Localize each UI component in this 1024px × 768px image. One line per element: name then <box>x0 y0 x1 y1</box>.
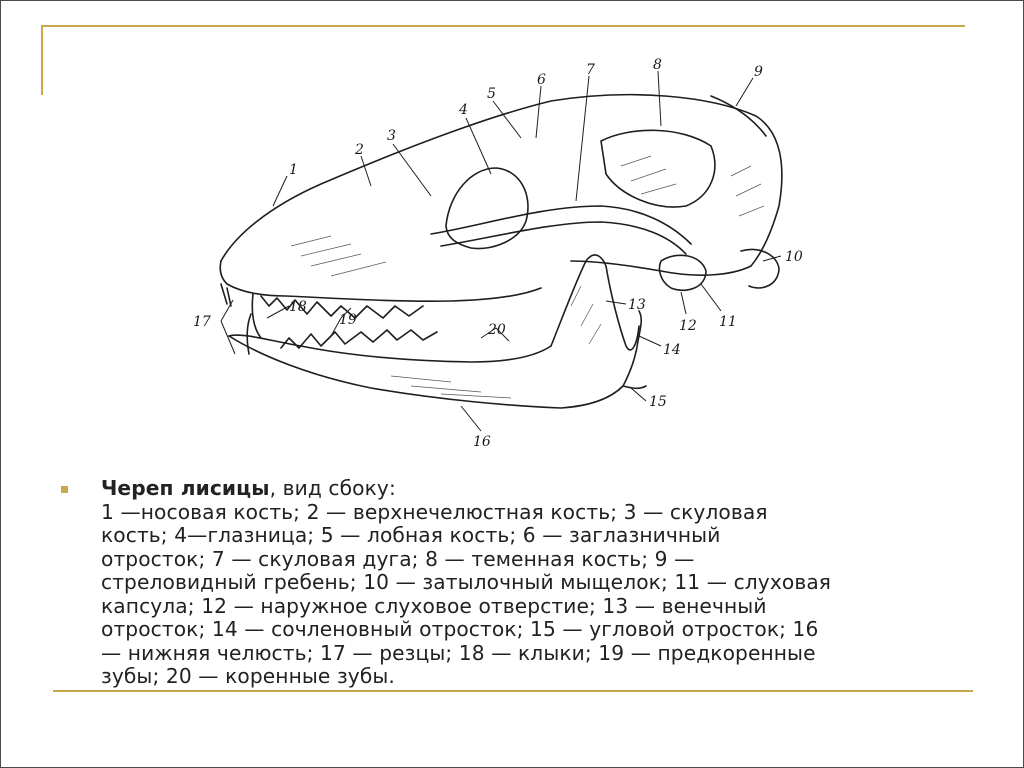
bullet-square <box>61 486 68 493</box>
label-8: 8 <box>653 57 662 73</box>
legend-line: кость; 4—глазница; 5 — лобная кость; 6 — заглазничный <box>101 523 721 547</box>
legend-line: отросток; 7 — скуловая дуга; 8 — теменная кость; 9 — <box>101 546 695 571</box>
mandible-outline <box>229 311 641 408</box>
cranium-outline <box>221 95 782 275</box>
left-accent-rule <box>41 25 43 95</box>
legend-line: капсула; 12 — наружное слуховое отверстие; 13 — венечный <box>101 593 767 618</box>
label-10: 10 <box>785 249 803 265</box>
label-4: 4 <box>459 102 468 118</box>
incisors <box>221 284 231 306</box>
label-14: 14 <box>663 342 681 358</box>
label-16: 16 <box>473 434 491 450</box>
caption-text <box>101 477 961 689</box>
label-6: 6 <box>537 72 546 88</box>
upper-canine <box>252 294 261 338</box>
leader-lines <box>221 71 781 431</box>
bottom-accent-rule <box>53 690 973 692</box>
label-2: 2 <box>355 142 364 158</box>
legend-line: — нижняя челюсть; 17 — резцы; 18 — клыки; 19 — предкоренные <box>101 640 816 665</box>
parietal-bone <box>601 130 715 207</box>
label-18: 18 <box>289 299 307 315</box>
caption-block <box>61 477 961 689</box>
label-7: 7 <box>586 62 595 78</box>
skull-drawing <box>191 56 831 461</box>
label-13: 13 <box>628 297 646 313</box>
label-15: 15 <box>649 394 667 410</box>
coronoid-process <box>551 255 639 350</box>
top-accent-rule <box>41 25 965 27</box>
label-3: 3 <box>387 128 396 144</box>
label-9: 9 <box>754 64 763 80</box>
caption-title: Череп лисицы <box>101 476 270 500</box>
label-19: 19 <box>339 312 357 328</box>
legend-line: стреловидный гребень; 10 — затылочный мыщелок; 11 — слуховая <box>101 570 832 594</box>
label-20: 20 <box>488 322 506 338</box>
snout-outline <box>220 261 541 301</box>
shading-hatches <box>291 156 764 398</box>
legend-line: отросток; 14 — сочленовный отросток; 15 — угловой отросток; 16 <box>101 617 819 641</box>
fox-skull-illustration <box>191 56 831 461</box>
label-12: 12 <box>679 318 697 334</box>
label-11: 11 <box>719 314 737 330</box>
orbit-outline <box>446 168 528 249</box>
angular-process <box>623 386 646 388</box>
lower-teeth <box>281 330 437 348</box>
label-17: 17 <box>193 314 211 330</box>
legend-line: зубы; 20 — коренные зубы. <box>101 664 395 688</box>
caption-title-suffix: , вид сбоку: <box>269 476 396 500</box>
label-5: 5 <box>487 86 496 102</box>
label-1: 1 <box>289 162 298 178</box>
legend-line: 1 —носовая кость; 2 — верхнечелюстная кость; 3 — скуловая <box>101 499 768 524</box>
